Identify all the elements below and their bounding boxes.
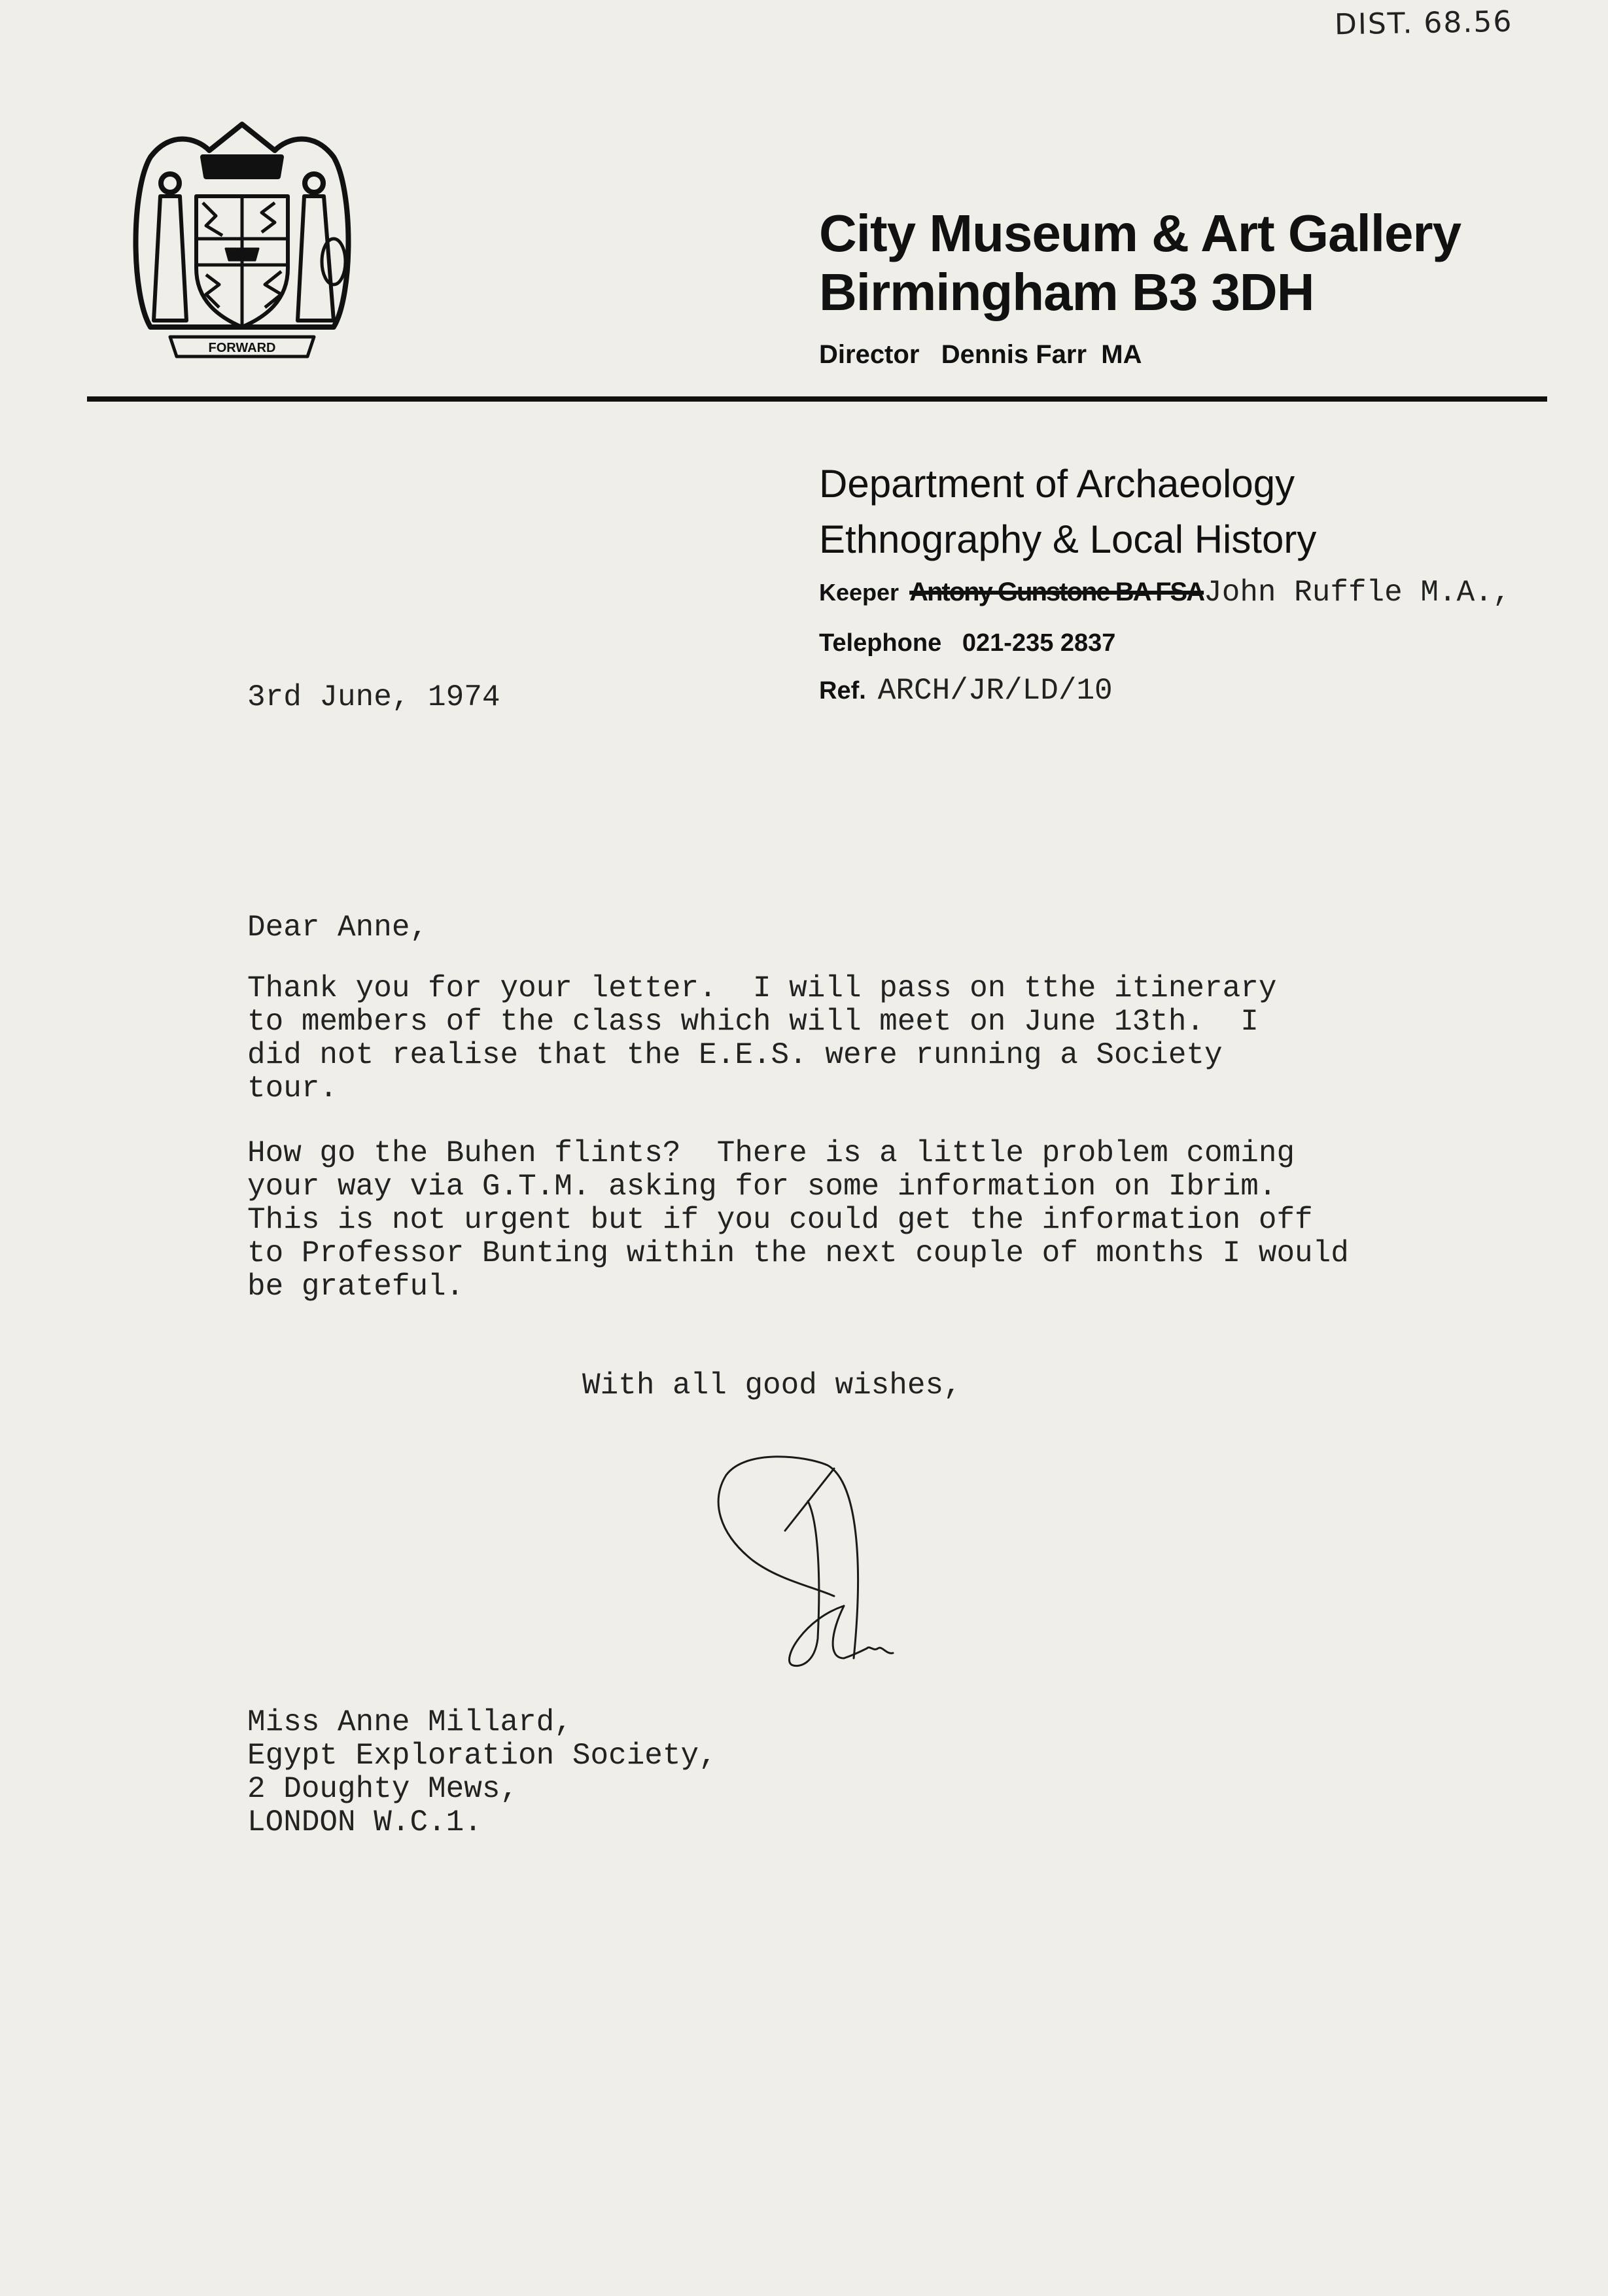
- handwritten-signature: [707, 1442, 922, 1678]
- salutation: Dear Anne,: [247, 911, 428, 945]
- body-paragraph: Thank you for your letter. I will pass on tthe itinerary to members of the class which will meet on June 13th. I did not realise that the E.E.S. were running a Society tour.: [247, 971, 1277, 1105]
- telephone-line: [819, 629, 1115, 657]
- letter-date: 3rd June, 1974: [247, 680, 500, 714]
- body-paragraph: How go the Buhen flints? There is a little problem coming your way via G.T.M. asking for some information on Ibrim. This is not urgent but if you could get the information off to Professor Bunting within the next couple of months I would be grateful.: [247, 1136, 1349, 1304]
- keeper-line: [819, 576, 1511, 615]
- director-line: [819, 340, 1142, 370]
- museum-city-postcode: Birmingham B3 3DH: [819, 263, 1314, 321]
- ref-label: Ref.: [819, 677, 866, 704]
- department-name-line1: Department of Archaeology: [819, 462, 1295, 506]
- reference-line: [819, 674, 1113, 708]
- closing: With all good wishes,: [582, 1368, 962, 1402]
- museum-name: City Museum & Art Gallery: [819, 204, 1461, 262]
- director-label: Director: [819, 340, 920, 369]
- director-name: Dennis Farr MA: [941, 340, 1142, 369]
- letterhead-divider: [87, 396, 1547, 402]
- recipient-address: Miss Anne Millard, Egypt Exploration Society, 2 Doughty Mews, LONDON W.C.1.: [247, 1705, 717, 1839]
- keeper-label: Keeper: [819, 579, 900, 606]
- keeper-name: John Ruffle M.A.,: [1204, 576, 1511, 610]
- telephone-label: Telephone: [819, 629, 942, 657]
- archive-reference-mark: DIST. 68.56: [1334, 5, 1513, 42]
- crest-motto: FORWARD: [208, 341, 276, 355]
- department-name-line2: Ethnography & Local History: [819, 517, 1317, 561]
- coat-of-arms-crest: [124, 111, 360, 366]
- ref-value: ARCH/JR/LD/10: [877, 674, 1113, 708]
- telephone-number: 021-235 2837: [962, 629, 1116, 657]
- keeper-struck-out-name: Antony Gunstone BA FSA: [909, 578, 1204, 606]
